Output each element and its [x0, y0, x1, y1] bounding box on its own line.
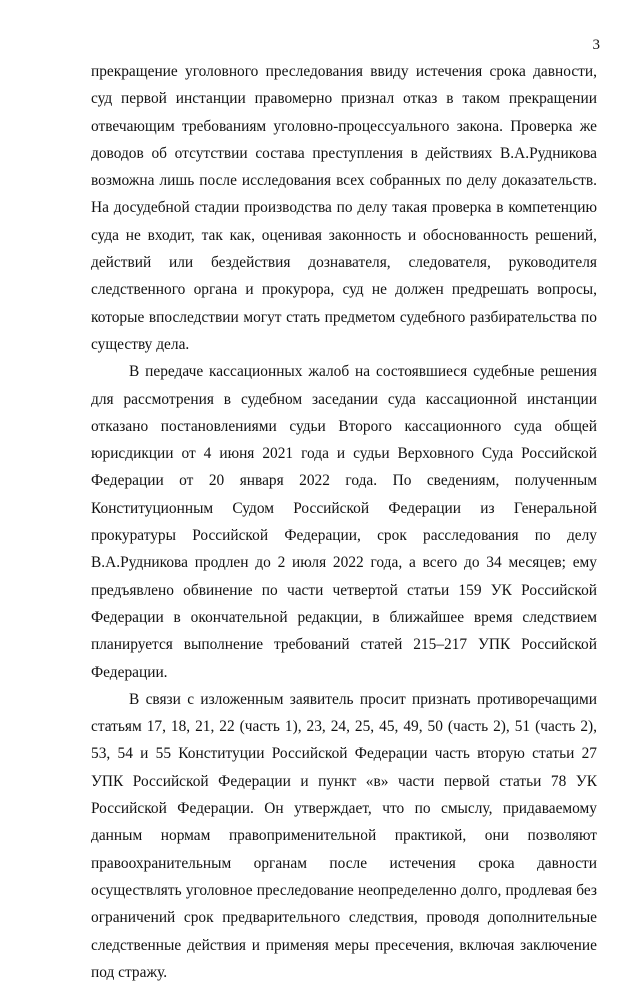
page-number: 3 [592, 37, 600, 53]
paragraph-continuation: прекращение уголовного преследования ввиду истечения срока давности, суд первой инстанции правомерно признал отказ в таком прекращении отвечающим требованиям уголовно-процессуального закона. Проверка же доводов об отсутствии состава преступления в действиях В.А.Рудникова возможна лишь после исследования всех собранных по делу доказательств. На досудебной стадии производства по делу такая проверка в компетенцию суда не входит, так как, оценивая законность и обоснованность решений, действий или бездействия дознавателя, следователя, руководителя следственного органа и прокурора, суд не должен предрешать вопросы, которые впоследствии могут стать предметом судебного разбирательства по существу дела. [91, 63, 597, 353]
document-body [91, 58, 597, 986]
paragraph-cassation-appeals: В передаче кассационных жалоб на состоявшиеся судебные решения для рассмотрения в судебном заседании суда кассационной инстанции отказано постановлениями судьи Второго кассационного суда общей юрисдикции от 4 июня 2021 года и судьи Верховного Суда Российской Федерации от 20 января 2022 года. По сведениям, полученным Конституционным Судом Российской Федерации из Генеральной прокуратуры Российской Федерации, срок расследования по делу В.А.Рудникова продлен до 2 июля 2022 года, а всего до 34 месяцев; ему предъявлено обвинение по части четвертой статьи 159 УК Российской Федерации в окончательной редакции, в ближайшее время следствием планируется выполнение требований статей 215–217 УПК Российской Федерации. [91, 363, 597, 681]
paragraph-applicant-request: В связи с изложенным заявитель просит признать противоречащими статьям 17, 18, 21, 22 (часть 1), 23, 24, 25, 45, 49, 50 (часть 2), 51 (часть 2), 53, 54 и 55 Конституции Российской Федерации часть вторую статьи 27 УПК Российской Федерации и пункт «в» части первой статьи 78 УК Российской Федерации. Он утверждает, что по смыслу, придаваемому данным нормам правоприменительной практикой, они позволяют правоохранительным органам после истечения срока давности осуществлять уголовное преследование неопределенно долго, продлевая без ограничений срок предварительного следствия, проводя дополнительные следственные действия и применяя меры пресечения, включая заключение под стражу. [91, 690, 597, 981]
